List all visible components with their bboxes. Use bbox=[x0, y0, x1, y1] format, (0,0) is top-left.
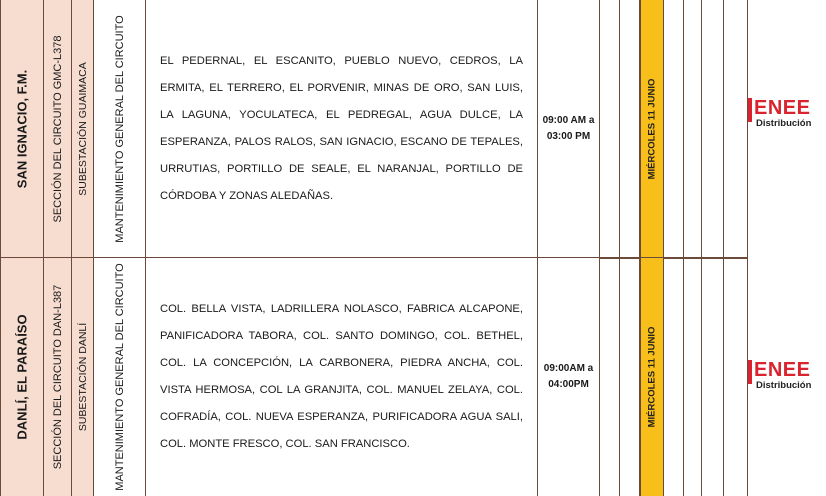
circuit-section-label: SECCIÓN DEL CIRCUITO GMC-L378 bbox=[51, 35, 64, 223]
affected-areas-text: EL PEDERNAL, EL ESCANITO, PUEBLO NUEVO, CEDROS, LA ERMITA, EL TERRERO, EL PORVENIR, MINAS DE ORO, SAN LUIS, LA LAGUNA, YOCULATECA, EL PEDREGAL, AGUA DULCE, LA ESPERANZA, PALOS RALOS, SAN IGNACIO, ESCANO DE TEPALES, URRUTIAS, PORTILLO DE SEALE, EL NARANJAL, PORTILLO DE CÓRDOBA Y ZONAS ALEDAÑAS. bbox=[160, 55, 523, 202]
time-end: 04:00PM bbox=[548, 379, 589, 390]
time-cell bbox=[538, 0, 600, 258]
affected-areas-cell bbox=[146, 258, 538, 496]
activity-cell bbox=[94, 0, 146, 258]
empty-cell bbox=[600, 258, 620, 496]
circuit-section-label: SECCIÓN DEL CIRCUITO DAN-L387 bbox=[51, 284, 64, 470]
empty-cell bbox=[664, 258, 684, 496]
activity-label: MANTENIMIENTO GENERAL DEL CIRCUITO bbox=[113, 15, 126, 243]
time-start: 09:00AM a bbox=[543, 363, 594, 374]
empty-cell bbox=[664, 0, 684, 258]
empty-cell bbox=[702, 258, 724, 496]
substation-label: SUBESTACIÓN GUAIMACA bbox=[76, 62, 89, 196]
location-cell bbox=[0, 0, 44, 258]
logo-subtitle: Distribución bbox=[756, 380, 812, 391]
logo-subtitle: Distribución bbox=[756, 118, 812, 129]
day-cell bbox=[640, 258, 664, 496]
time-range bbox=[538, 113, 599, 145]
table-row bbox=[0, 258, 748, 496]
substation-cell bbox=[72, 0, 94, 258]
affected-areas-text: COL. BELLA VISTA, LADRILLERA NOLASCO, FABRICA ALCAPONE, PANIFICADORA TABORA, COL. SANTO DOMINGO, COL. BETHEL, COL. LA CONCEPCIÓN, LA CARBONERA, PIEDRA ANCHA, COL. VISTA HERMOSA, COL LA GRANJITA, COL. MANUEL ZELAYA, COL. COFRADÍA, COL. NUEVA ESPERANZA, PURIFICADORA AGUA SALI, COL. MONTE FRESCO, COL. SAN FRANCISCO. bbox=[160, 303, 523, 450]
time-start: 09:00 AM a bbox=[542, 115, 595, 126]
empty-cell bbox=[620, 258, 640, 496]
table-row bbox=[0, 0, 748, 258]
empty-cell bbox=[684, 0, 702, 258]
logo-bar-icon bbox=[748, 98, 752, 122]
empty-cell bbox=[724, 0, 748, 258]
empty-cell bbox=[724, 258, 748, 496]
substation-label: SUBESTACIÓN DANLÍ bbox=[76, 322, 89, 432]
circuit-section-cell bbox=[44, 0, 72, 258]
time-cell bbox=[538, 258, 600, 496]
day-label: MIÉRCOLES 11 JUNIO bbox=[646, 326, 658, 428]
substation-cell bbox=[72, 258, 94, 496]
affected-areas-cell bbox=[146, 0, 538, 258]
location-cell bbox=[0, 258, 44, 496]
time-range bbox=[538, 361, 599, 393]
empty-cell bbox=[600, 0, 620, 258]
circuit-section-cell bbox=[44, 258, 72, 496]
logo-word: ENEE bbox=[754, 359, 811, 381]
day-cell bbox=[640, 0, 664, 258]
activity-label: MANTENIMIENTO GENERAL DEL CIRCUITO bbox=[113, 263, 126, 491]
day-label: MIÉRCOLES 11 JUNIO bbox=[646, 78, 658, 180]
empty-cell bbox=[620, 0, 640, 258]
empty-cell bbox=[702, 0, 724, 258]
logo-word: ENEE bbox=[754, 97, 811, 119]
time-end: 03:00 PM bbox=[546, 131, 591, 142]
location-label: SAN IGNACIO, F.M. bbox=[14, 69, 30, 189]
location-label: DANLÍ, EL PARAÍSO bbox=[14, 314, 30, 440]
empty-cell bbox=[684, 258, 702, 496]
enee-logo bbox=[748, 360, 826, 391]
logo-bar-icon bbox=[748, 360, 752, 384]
activity-cell bbox=[94, 258, 146, 496]
enee-logo bbox=[748, 98, 826, 129]
